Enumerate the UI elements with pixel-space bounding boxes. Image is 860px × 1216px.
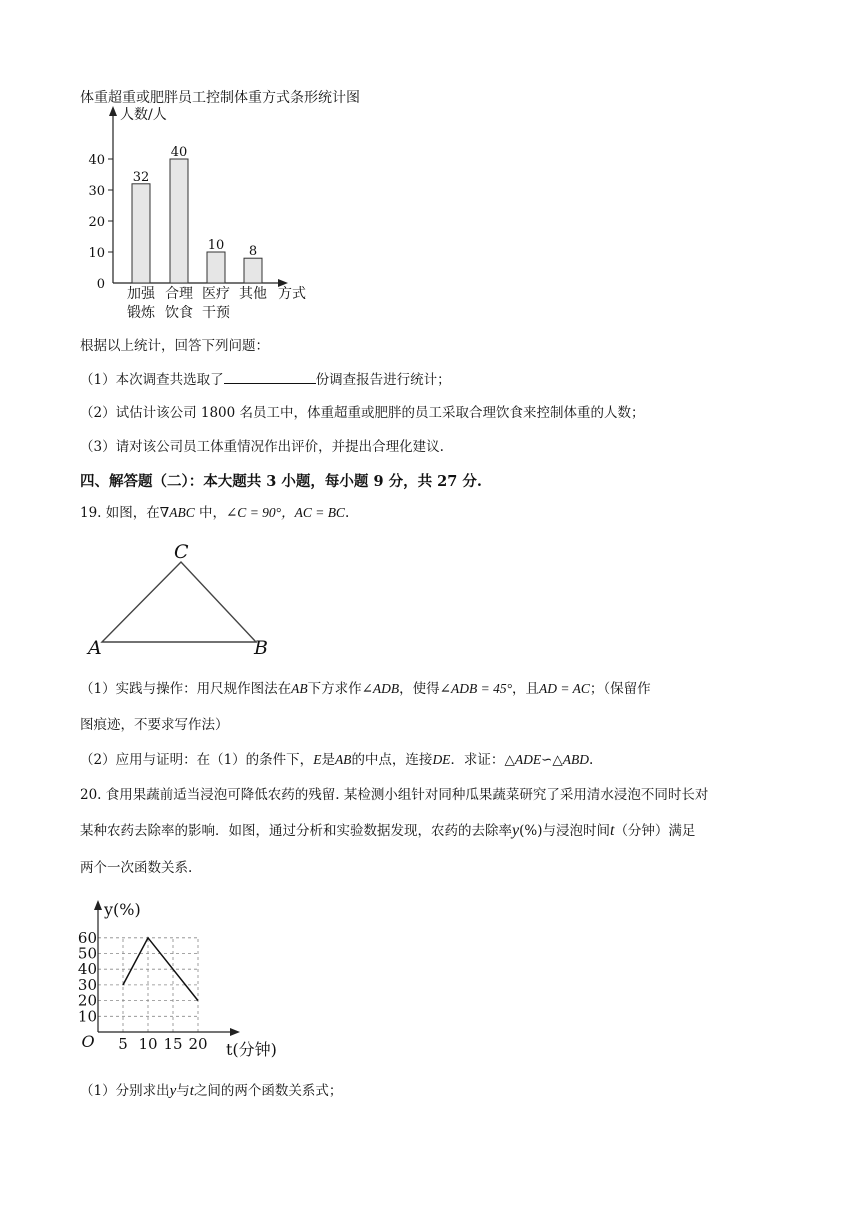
- q19-part2: [80, 750, 593, 770]
- x-axis-arrow: [230, 1028, 240, 1036]
- x-axis-label: t(分钟): [226, 1040, 277, 1059]
- x-tick-label: 5: [118, 1035, 128, 1053]
- q19-p2-e: E: [313, 752, 322, 767]
- x-tick-label: 10: [138, 1035, 158, 1053]
- q18-part1-text-a: （1）本次调查共选取了: [80, 372, 224, 388]
- q19-stem-a: 19. 如图，在: [80, 505, 160, 521]
- q19-p1-b: 下方求作: [307, 681, 362, 697]
- bar: [207, 252, 225, 283]
- q20-p1-a: （1）分别求出: [80, 1083, 170, 1099]
- q18-part1: [80, 369, 451, 390]
- category-label-line2: 锻炼: [127, 305, 155, 321]
- y-tick-label: 40: [77, 960, 97, 979]
- category-label-line2: 干预: [202, 305, 230, 321]
- y-tick-label: 10: [88, 246, 105, 261]
- category-label-line1: 医疗: [202, 286, 230, 302]
- q19-abc: ABC: [169, 505, 195, 520]
- q20-p1-b: 与: [176, 1083, 190, 1099]
- y-tick-label: 10: [77, 1007, 97, 1026]
- q19-p1-ab: AB: [291, 681, 308, 696]
- q19-p1-cond: ∠ADB = 45°: [439, 681, 512, 696]
- q20-part1: [80, 1081, 342, 1101]
- q20-line2-b: 与浸泡时间: [542, 823, 610, 839]
- q20-line1: 20. 食用果蔬前适当浸泡可降低农药的残留. 某检测小组针对同种瓜果蔬菜研究了采用清水浸泡不同时长对: [80, 787, 709, 803]
- q19-p2-b: 是: [321, 752, 335, 768]
- bar: [132, 184, 150, 283]
- q18-part1-text-b: 份调查报告进行统计；: [315, 372, 451, 388]
- q20-p1-t: t: [189, 1083, 194, 1099]
- y-tick-label: 30: [77, 975, 97, 994]
- q19-p1-angle: ∠ADB: [361, 681, 400, 696]
- q20-y-symbol: y: [512, 822, 520, 839]
- y-axis-arrow: [109, 106, 117, 116]
- q20-p1-c: 之间的两个函数关系式；: [193, 1083, 343, 1099]
- vertex-a-label: A: [88, 637, 102, 659]
- q19-stem-end: .: [344, 505, 350, 521]
- q19-p1-d: ，且: [511, 681, 539, 697]
- q20-p1-y: y: [169, 1083, 177, 1099]
- y-tick-label: 40: [88, 153, 105, 168]
- x-tick-label: 15: [163, 1035, 183, 1053]
- q19-p2-de: DE: [432, 752, 451, 767]
- q19-p1-cond2: AD = AC: [538, 681, 590, 696]
- q19-p1-e: ；（保留作: [589, 681, 651, 697]
- q19-stem-b: 中，: [194, 505, 226, 521]
- y-axis-label: 人数/人: [120, 107, 167, 123]
- bar-value-label: 32: [132, 169, 150, 185]
- bar-value-label: 40: [170, 145, 188, 160]
- q19-triangle-symbol: ∇: [159, 505, 170, 521]
- q20-line2-a: 某种农药去除率的影响．如图，通过分析和实验数据发现，农药的去除率: [80, 823, 512, 839]
- y-tick-label: 60: [77, 928, 97, 947]
- bar-value-label: 10: [207, 238, 225, 253]
- q19-p1-a: （1）实践与操作：用尺规作图法在: [80, 681, 292, 697]
- category-label-line1: 合理: [165, 286, 193, 302]
- bar: [170, 159, 188, 283]
- q19-part1-line2: 图痕迹，不要求写作法）: [80, 717, 229, 733]
- y-axis-arrow: [94, 900, 102, 910]
- bar-chart: [78, 104, 338, 326]
- q19-p2-a: （2）应用与证明：在（1）的条件下，: [80, 752, 314, 768]
- answer-blank[interactable]: [224, 369, 316, 384]
- q19-p2-end: .: [589, 752, 594, 768]
- q20-percent: (%): [519, 823, 543, 839]
- q20-line3: 两个一次函数关系.: [80, 860, 193, 876]
- q18-intro: 根据以上统计，回答下列问题：: [80, 338, 269, 354]
- y-tick-label: 50: [77, 944, 97, 963]
- triangle-figure: [80, 536, 280, 662]
- line-graph: [76, 897, 286, 1067]
- origin-label: O: [81, 1032, 95, 1051]
- bar-chart-title: 体重超重或肥胖员工控制体重方式条形统计图: [80, 90, 360, 106]
- category-label-line2: 饮食: [165, 305, 193, 321]
- q18-part3: （3）请对该公司员工体重情况作出评价，并提出合理化建议.: [80, 439, 444, 455]
- q19-p2-sim: △ADE∽△ABD: [504, 752, 589, 767]
- q18-part2: （2）试估计该公司 1800 名员工中，体重超重或肥胖的员工采取合理饮食来控制体重的人数；: [80, 405, 645, 421]
- section-heading: 四、解答题（二）：本大题共 3 小题，每小题 9 分，共 27 分.: [80, 473, 482, 490]
- category-label-line1: 其他: [239, 286, 267, 302]
- triangle-abc: [102, 562, 256, 642]
- y-tick-label: 0: [96, 277, 105, 292]
- category-label-line1: 加强: [127, 286, 155, 302]
- y-tick-label: 30: [88, 184, 105, 199]
- q20-line2-c: （分钟）满足: [614, 823, 696, 839]
- q19-stem: [80, 503, 349, 523]
- y-tick-label: 20: [77, 991, 97, 1010]
- q19-cond2: AC = BC: [294, 505, 345, 520]
- q19-cond1: ∠C = 90°，: [226, 505, 295, 520]
- x-tick-label: 20: [188, 1035, 208, 1053]
- q20-line2: [80, 821, 695, 841]
- q19-p2-ab: AB: [334, 752, 352, 767]
- vertex-b-label: B: [254, 637, 268, 659]
- q19-p2-d: ．求证：: [450, 752, 505, 768]
- vertex-c-label: C: [174, 541, 189, 563]
- q19-p2-c: 的中点，连接: [351, 752, 433, 768]
- bar: [244, 258, 262, 283]
- q19-part1: [80, 679, 651, 699]
- y-tick-label: 20: [88, 215, 105, 230]
- bar-value-label: 8: [248, 244, 258, 260]
- y-axis-label: y(%): [104, 900, 141, 919]
- x-axis-label: 方式: [278, 286, 306, 302]
- q20-t-symbol: t: [609, 822, 615, 839]
- q19-p1-c: ，使得: [399, 681, 440, 697]
